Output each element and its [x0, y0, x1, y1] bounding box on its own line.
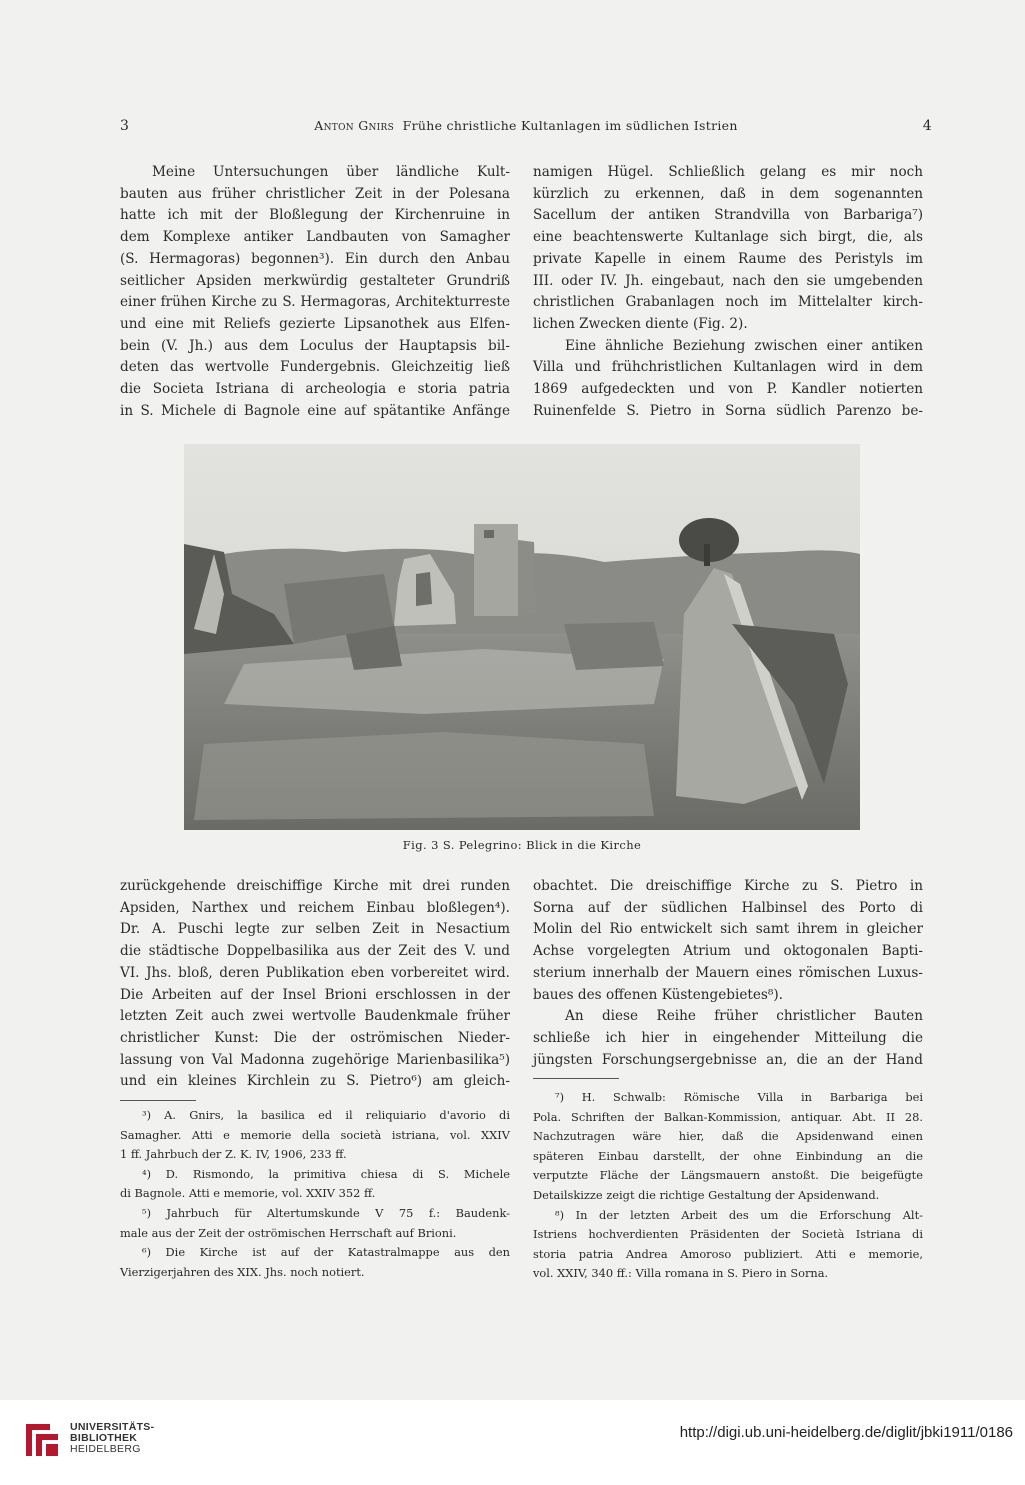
- footnote-line: ⁶) Die Kirche ist auf der Katastralmappe aus den: [142, 1245, 510, 1260]
- footnote-line: Detailskizze zeigt die richtige Gestaltung der Apsidenwand.: [533, 1187, 880, 1202]
- footnote-line: ⁸) In der letzten Arbeit des um die Erforschung Alt-: [555, 1207, 923, 1222]
- body-line: kürzlich zu erkennen, daß in dem sogenannten: [533, 185, 923, 202]
- footnote-line: ⁴) D. Rismondo, la primitiva chiesa di S. Michele: [142, 1166, 510, 1181]
- body-line: Meine Untersuchungen über ländliche Kult-: [152, 164, 510, 180]
- footnote-line: Samagher. Atti e memorie della società istriana, vol. XXIV: [120, 1127, 510, 1142]
- body-line: zurückgehende dreischiffige Kirche mit drei runden: [120, 878, 510, 894]
- body-line: hatte ich mit der Bloßlegung der Kirchenruine in: [120, 207, 510, 224]
- left-column-top: [120, 162, 510, 422]
- library-logo-icon: [22, 1420, 62, 1460]
- body-line: christlichen Grabanlagen noch im Mittelalter kirch-: [533, 294, 923, 311]
- footnote-line: di Bagnole. Atti e memorie, vol. XXIV 352 ff.: [120, 1186, 376, 1201]
- body-line: Sacellum der antiken Strandvilla von Barbariga⁷): [533, 207, 923, 224]
- article-title: Frühe christliche Kultanlagen im südlichen Istrien: [402, 118, 738, 133]
- body-line: in S. Michele di Bagnole eine auf spätantike Anfänge: [120, 402, 510, 419]
- source-url[interactable]: http://digi.ub.uni-heidelberg.de/diglit/jbki1911/0186: [679, 1424, 1013, 1441]
- page-number-right: 4: [922, 118, 932, 134]
- author-name: Anton Gnirs: [314, 118, 395, 133]
- body-line: die Societa Istriana di archeologia e storia patria: [120, 381, 510, 398]
- footnote-line: Nachzutragen wäre hier, daß die Apsidenwand einen: [533, 1129, 923, 1144]
- body-line: III. oder IV. Jh. eingebaut, nach den sie umgebenden: [533, 272, 923, 289]
- body-line: Sorna auf der südlichen Halbinsel des Porto di: [533, 899, 923, 916]
- footnote-line: Vierzigerjahren des XIX. Jhs. noch notiert.: [120, 1264, 365, 1279]
- body-line: und ein kleines Kirchlein zu S. Pietro⁶) am gleich-: [120, 1073, 510, 1090]
- footnote-line: Istriens hochverdienten Präsidenten der Società Istriana di: [533, 1227, 923, 1242]
- body-line: Villa und frühchristlichen Kultanlagen wird in dem: [533, 359, 923, 376]
- figure-caption: Fig. 3 S. Pelegrino: Blick in die Kirche: [402, 838, 642, 852]
- footnotes-right: [533, 1088, 923, 1284]
- body-line: eine beachtenswerte Kultanlage sich birgt, die, als: [533, 229, 923, 246]
- body-line: Dr. A. Puschi legte zur selben Zeit in Nesactium: [120, 921, 510, 938]
- body-line: Eine ähnliche Beziehung zwischen einer antiken: [565, 337, 923, 354]
- body-line: (S. Hermagoras) begonnen³). Ein durch den Anbau: [120, 250, 510, 267]
- body-line: schließe ich hier in eingehender Mitteilung die: [533, 1029, 923, 1046]
- body-line: lichen Zwecken diente (Fig. 2).: [533, 315, 748, 332]
- footnote-line: späteren Einbau darstellt, der ohne Einbindung an die: [533, 1148, 923, 1163]
- footnote-line: vol. XXIV, 340 ff.: Villa romana in S. Piero in Sorna.: [533, 1266, 829, 1281]
- body-line: seitlicher Apsiden merkwürdig gestalteter Grundriß: [120, 272, 510, 289]
- body-line: jüngsten Forschungsergebnisse an, die an der Hand: [533, 1051, 923, 1068]
- footnotes-left: [120, 1106, 510, 1282]
- body-line: Achse vorgelegten Atrium und oktogonalen Bapti-: [533, 943, 923, 960]
- page-number-left: 3: [120, 118, 130, 134]
- footnote-line: male aus der Zeit der oströmischen Herrschaft auf Brioni.: [120, 1225, 457, 1240]
- body-line: deten das wertvolle Fundergebnis. Gleichzeitig ließ: [120, 359, 510, 376]
- footnote-line: Pola. Schriften der Balkan-Kommission, antiquar. Abt. II 28.: [533, 1109, 923, 1124]
- body-line: An diese Reihe früher christlicher Bauten: [565, 1008, 923, 1025]
- right-column-bottom: [533, 876, 923, 1071]
- footnote-line: ⁷) H. Schwalb: Römische Villa in Barbariga bei: [555, 1090, 923, 1104]
- library-line-2: BIBLIOTHEK: [70, 1432, 138, 1444]
- library-line-1: UNIVERSITÄTS-: [70, 1421, 155, 1433]
- body-line: lassung von Val Madonna zugehörige Marienbasilika⁵): [120, 1051, 510, 1068]
- footnote-line: storia patria Andrea Amoroso publiziert. Atti e memorie,: [533, 1246, 923, 1261]
- body-line: einer frühen Kirche zu S. Hermagoras, Architekturreste: [120, 294, 510, 311]
- church-ruins-photo: [184, 444, 860, 830]
- running-head: [120, 118, 932, 140]
- left-column-bottom: [120, 876, 510, 1093]
- body-line: sterium innerhalb der Mauern eines römischen Luxus-: [533, 964, 923, 981]
- photograph-ruins: [184, 444, 860, 830]
- footnote-line: ³) A. Gnirs, la basilica ed il reliquiario d'avorio di: [142, 1108, 510, 1122]
- body-line: dem Komplexe antiker Landbauten von Samagher: [120, 229, 510, 246]
- body-line: Die Arbeiten auf der Insel Brioni erschlossen in der: [120, 986, 510, 1003]
- footnote-rule-right: [533, 1078, 619, 1079]
- body-line: VI. Jhs. bloß, deren Publikation eben vorbereitet wird.: [120, 964, 510, 981]
- footnote-rule-left: [120, 1100, 196, 1101]
- body-line: namigen Hügel. Schließlich gelang es mir noch: [533, 164, 923, 180]
- body-line: bauten aus früher christlicher Zeit in der Polesana: [120, 185, 510, 202]
- body-line: die städtische Doppelbasilika aus der Zeit des V. und: [120, 943, 510, 960]
- body-line: letzten Zeit auch zwei wertvolle Baudenkmale früher: [120, 1008, 510, 1025]
- body-line: Apsiden, Narthex und reichem Einbau bloßlegen⁴).: [120, 899, 510, 916]
- body-line: obachtet. Die dreischiffige Kirche zu S. Pietro in: [533, 878, 923, 894]
- library-line-3: HEIDELBERG: [70, 1443, 141, 1455]
- footnote-line: verputzte Fläche der Längsmauern anstoßt. Die beigefügte: [533, 1168, 923, 1183]
- footnote-line: ⁵) Jahrbuch für Altertumskunde V 75 f.: Baudenk-: [142, 1205, 510, 1220]
- body-line: christlicher Kunst: Die der oströmischen Nieder-: [120, 1029, 510, 1046]
- right-column-top: [533, 162, 923, 422]
- body-line: Molin del Rio entwickelt sich samt ihrem in gleicher: [533, 921, 923, 938]
- body-line: und eine mit Reliefs gezierte Lipsanothek aus Elfen-: [120, 315, 510, 332]
- body-line: Ruinenfelde S. Pietro in Sorna südlich Parenzo be-: [533, 402, 923, 419]
- body-line: private Kapelle in einem Raume des Peristyls im: [533, 250, 923, 267]
- body-line: baues des offenen Küstengebietes⁸).: [533, 986, 783, 1003]
- body-line: 1869 aufgedeckten und von P. Kandler notierten: [533, 381, 923, 398]
- running-title: [120, 118, 932, 133]
- library-name: [70, 1422, 154, 1455]
- body-line: bein (V. Jh.) aus dem Loculus der Hauptapsis bil-: [120, 337, 510, 354]
- footnote-line: 1 ff. Jahrbuch der Z. K. IV, 1906, 233 ff.: [120, 1147, 347, 1162]
